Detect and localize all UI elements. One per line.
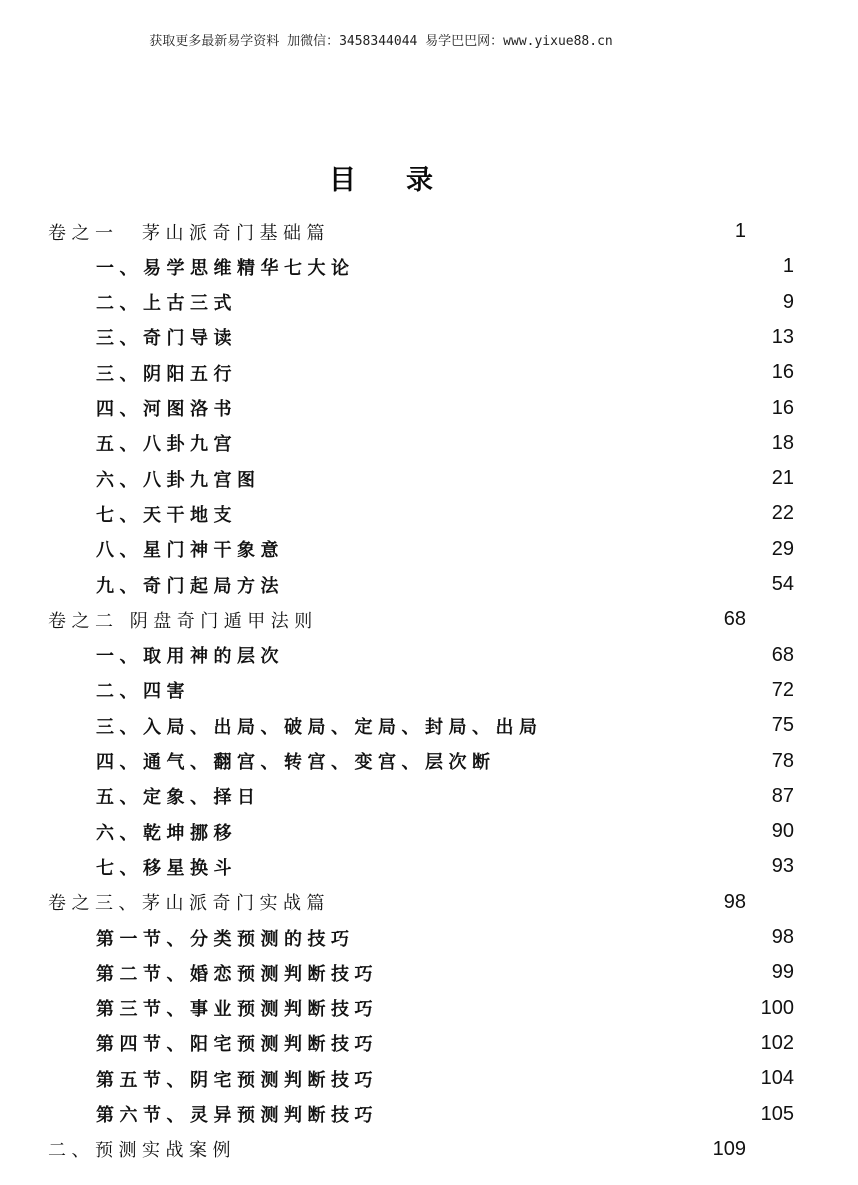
toc-entry[interactable] [0, 814, 858, 849]
toc-entry[interactable] [0, 496, 858, 531]
toc-entry-label: 三、奇门导读 [96, 328, 237, 350]
dot-leader [286, 532, 770, 567]
toc-entry[interactable] [0, 708, 858, 743]
dot-leader [239, 285, 781, 320]
toc-entry-label: 一、易学思维精华七大论 [96, 257, 355, 279]
toc-entry-page: 109 [712, 1137, 746, 1160]
toc-entry-page: 93 [771, 855, 794, 878]
dot-leader [380, 1026, 759, 1061]
page-title [0, 158, 762, 197]
toc-entry-page: 75 [771, 714, 794, 737]
dot-leader [357, 920, 770, 955]
toc-entry-label: 七、移星换斗 [96, 857, 237, 879]
dot-leader [286, 638, 770, 673]
dot-leader [357, 249, 781, 284]
toc-entry[interactable] [0, 1132, 810, 1167]
toc-entry-label: 六、八卦九宫图 [96, 469, 261, 491]
toc-entry-page: 22 [771, 502, 794, 525]
toc-entry[interactable] [0, 391, 858, 426]
dot-leader [380, 1097, 759, 1132]
dot-leader [498, 744, 770, 779]
toc-entry-label: 三、阴阳五行 [96, 363, 237, 385]
toc-entry-label: 五、定象、择日 [96, 787, 261, 809]
toc-entry[interactable] [0, 779, 858, 814]
dot-leader [380, 1061, 759, 1096]
toc-entry-label: 六、乾坤挪移 [96, 822, 237, 844]
toc-entry-page: 1 [782, 255, 794, 278]
toc-entry-page: 102 [760, 1031, 794, 1054]
toc-entry-page: 13 [771, 325, 794, 348]
dot-leader [239, 391, 770, 426]
toc-entry-label: 二、预测实战案例 [48, 1140, 236, 1162]
toc-entry-label: 五、八卦九宫 [96, 434, 237, 456]
toc-entry-page: 16 [771, 361, 794, 384]
toc-entry-label: 二、四害 [96, 681, 190, 703]
dot-leader [263, 461, 770, 496]
dot-leader [320, 602, 722, 637]
toc-entry-page: 1 [734, 220, 746, 242]
toc-entry-page: 99 [771, 961, 794, 984]
toc-entry[interactable] [0, 320, 858, 355]
toc-entry-label: 第六节、灵异预测判断技巧 [96, 1105, 378, 1126]
toc-entry-label: 二、上古三式 [96, 293, 237, 315]
dot-leader [239, 496, 770, 531]
toc-entry[interactable] [0, 673, 858, 708]
toc-entry-page: 78 [771, 749, 794, 772]
toc-entry-label: 第五节、阴宅预测判断技巧 [96, 1069, 378, 1091]
toc-entry-page: 54 [771, 573, 794, 595]
toc-entry[interactable] [0, 355, 858, 390]
dot-leader [239, 426, 770, 461]
toc-entry[interactable] [0, 1026, 858, 1061]
toc-entry[interactable] [0, 991, 858, 1026]
toc-entry-page: 18 [771, 431, 794, 454]
toc-entry-label: 第一节、分类预测的技巧 [96, 928, 355, 950]
toc-entry[interactable] [0, 1061, 858, 1096]
toc-entry-label: 九、奇门起局方法 [96, 575, 284, 597]
dot-leader [238, 1132, 711, 1167]
dot-leader [545, 708, 770, 743]
dot-leader [332, 214, 733, 249]
dot-leader [239, 355, 770, 390]
toc-entry-page: 104 [760, 1067, 794, 1090]
toc-entry[interactable] [0, 285, 858, 320]
toc-entry-label: 第三节、事业预测判断技巧 [96, 999, 378, 1021]
toc-entry-label: 第四节、阳宅预测判断技巧 [96, 1034, 378, 1056]
toc-entry-label: 七、天干地支 [96, 504, 237, 526]
dot-leader [380, 955, 770, 990]
watermark-header: 获取更多最新易学资料 加微信：3458344044 易学巴巴网：www.yixue88.cn [149, 34, 613, 49]
toc-entry-page: 90 [771, 820, 794, 843]
toc-entry[interactable] [0, 602, 810, 637]
toc-entry-label: 卷之一 茅山派奇门基础篇 [48, 222, 330, 244]
toc-entry-label: 三、入局、出局、破局、定局、封局、出局 [96, 716, 543, 738]
toc-entry-page: 68 [723, 608, 746, 631]
title-char-2: 录 [406, 165, 433, 196]
toc-entry-page: 68 [771, 643, 794, 666]
toc-entry-label: 四、河图洛书 [96, 399, 237, 420]
toc-entry-label: 四、通气、翻宫、转宫、变宫、层次断 [96, 752, 496, 773]
dot-leader [239, 320, 770, 355]
dot-leader [286, 567, 770, 602]
dot-leader [239, 814, 770, 849]
dot-leader [192, 673, 770, 708]
toc-entry-page: 21 [771, 467, 794, 490]
toc-entry-label: 八、星门神干象意 [96, 540, 284, 562]
toc-entry[interactable] [0, 955, 858, 990]
dot-leader [239, 849, 770, 884]
toc-entry[interactable] [0, 638, 858, 673]
toc-entry[interactable] [0, 920, 858, 955]
toc-entry[interactable] [0, 567, 858, 602]
toc-entry[interactable] [0, 426, 858, 461]
toc-entry-page: 98 [723, 890, 746, 913]
toc-entry-page: 29 [771, 537, 794, 560]
toc-entry[interactable] [0, 532, 858, 567]
toc-entry-page: 98 [771, 926, 794, 948]
toc-entry[interactable] [0, 249, 858, 284]
toc-entry-page: 100 [760, 996, 794, 1019]
toc-entry[interactable] [0, 214, 810, 249]
toc-entry-label: 卷之二 阴盘奇门遁甲法则 [48, 610, 318, 632]
dot-leader [332, 885, 722, 920]
toc-entry[interactable] [0, 744, 858, 779]
toc-entry-label: 卷之三、茅山派奇门实战篇 [48, 893, 330, 915]
dot-leader [263, 779, 770, 814]
toc-entry-page: 9 [782, 290, 794, 313]
title-char-1: 目 [329, 165, 356, 196]
toc-entry-label: 第二节、婚恋预测判断技巧 [96, 963, 378, 985]
toc-entry-label: 一、取用神的层次 [96, 646, 284, 668]
toc-entry-page: 105 [760, 1102, 794, 1125]
toc-entry[interactable] [0, 885, 810, 920]
toc-entry[interactable] [0, 849, 858, 884]
dot-leader [380, 991, 759, 1026]
toc-entry-page: 87 [771, 784, 794, 807]
toc-entry[interactable] [0, 1097, 858, 1132]
toc-entry-page: 16 [771, 396, 794, 419]
toc-entry[interactable] [0, 461, 858, 496]
toc-entry-page: 72 [771, 678, 794, 701]
